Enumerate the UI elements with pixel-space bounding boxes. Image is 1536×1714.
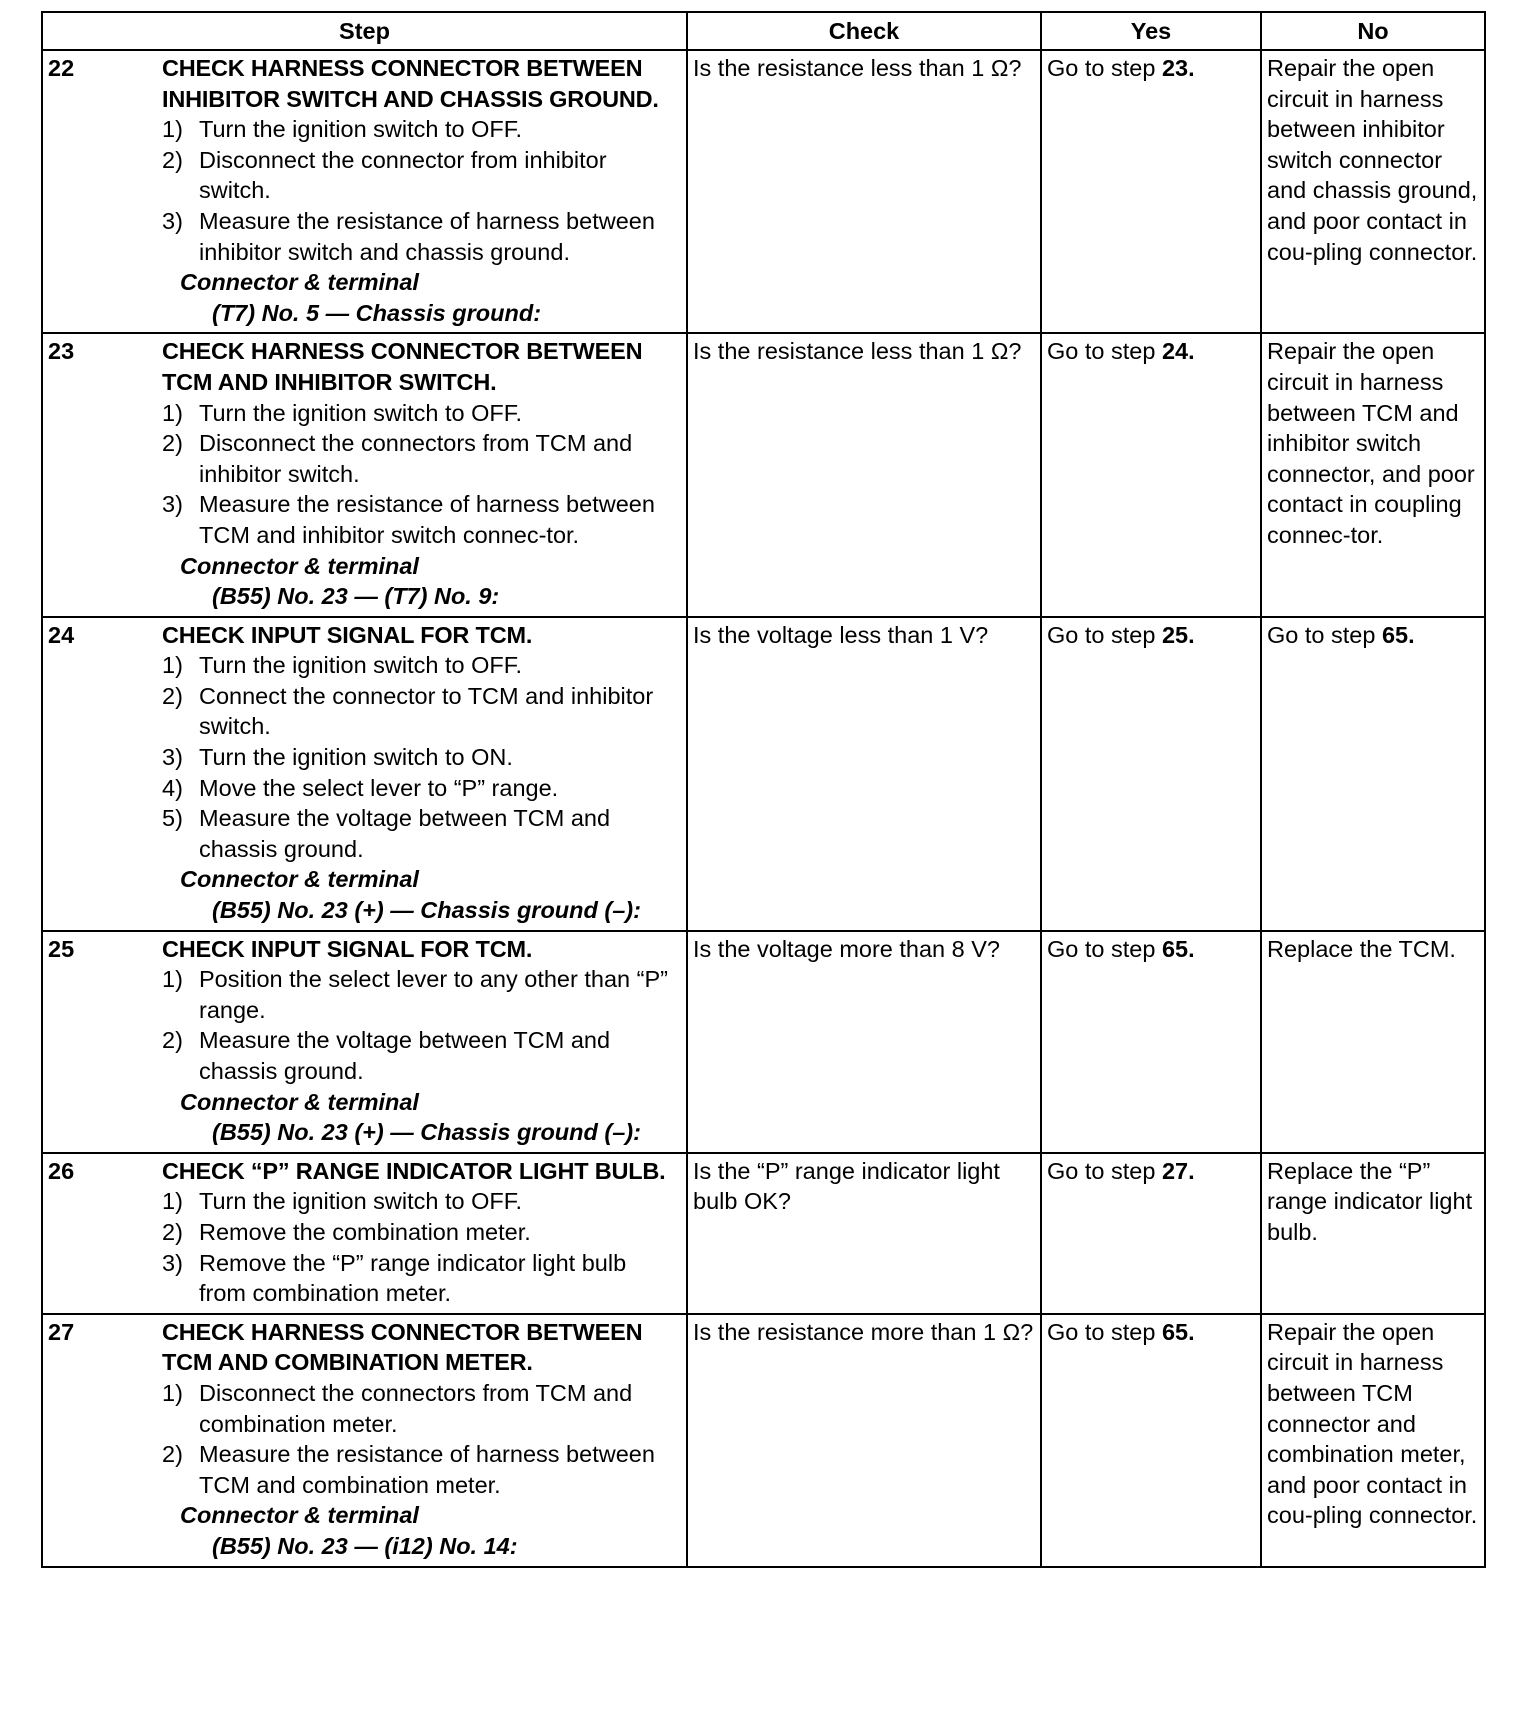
substep-marker: 3) <box>162 491 183 518</box>
no-cell <box>1261 50 1485 333</box>
step-title: CHECK “P” RANGE INDICATOR LIGHT BULB. <box>162 1157 666 1184</box>
table-row <box>42 1314 1485 1567</box>
substep-item <box>162 1186 679 1217</box>
substep-marker: 1) <box>162 966 183 993</box>
substep-marker: 1) <box>162 1188 183 1215</box>
substep-text: Disconnect the connectors from TCM and combination meter. <box>199 1379 633 1437</box>
substep-marker: 3) <box>162 744 183 771</box>
no-cell <box>1261 931 1485 1153</box>
substep-text: Move the select lever to “P” range. <box>199 774 559 801</box>
substep-text: Measure the voltage between TCM and chassis ground. <box>199 805 611 862</box>
step-body <box>162 53 681 328</box>
substep-item <box>162 1248 679 1309</box>
substep-marker: 2) <box>162 1441 183 1468</box>
substep-text: Remove the combination meter. <box>199 1218 531 1245</box>
step-cell <box>42 617 687 931</box>
check-cell: Is the voltage less than 1 V? <box>687 617 1041 931</box>
substep-text: Turn the ignition switch to OFF. <box>199 1188 523 1215</box>
connector-value: (T7) No. 5 — Chassis ground: <box>212 299 542 326</box>
table-row <box>42 333 1485 616</box>
connector-label: Connector & terminal <box>180 552 419 579</box>
yes-step-ref: 23. <box>1161 55 1195 81</box>
step-number: 25 <box>48 935 75 962</box>
substep-item <box>162 206 679 267</box>
substep-marker: 2) <box>162 1218 183 1245</box>
table-row <box>42 50 1485 333</box>
substep-item <box>162 1439 679 1500</box>
no-text: Repair the open circuit in harness between TCM and inhibitor switch connector, and poor contact in coupling connec-tor. <box>1267 338 1475 548</box>
substep-list <box>162 1186 679 1308</box>
substep-marker: 1) <box>162 1379 183 1406</box>
yes-cell <box>1041 1314 1261 1567</box>
connector-label: Connector & terminal <box>180 1502 419 1529</box>
substep-text: Connect the connector to TCM and inhibitor switch. <box>199 682 654 740</box>
connector-value: (B55) No. 23 — (i12) No. 14: <box>212 1532 518 1559</box>
step-title: CHECK INPUT SIGNAL FOR TCM. <box>162 935 533 962</box>
substep-item <box>162 1378 679 1439</box>
step-title: CHECK HARNESS CONNECTOR BETWEEN INHIBITOR SWITCH AND CHASSIS GROUND. <box>162 55 659 112</box>
substep-marker: 1) <box>162 399 183 426</box>
no-cell <box>1261 333 1485 616</box>
substep-marker: 2) <box>162 1027 183 1054</box>
substep-text: Measure the resistance of harness between TCM and combination meter. <box>199 1441 655 1498</box>
substep-marker: 2) <box>162 146 183 173</box>
substep-text: Measure the resistance of harness between TCM and inhibitor switch connec-tor. <box>199 491 655 548</box>
step-body <box>162 1156 681 1309</box>
substep-marker: 3) <box>162 207 183 234</box>
table-row <box>42 931 1485 1153</box>
check-cell: Is the resistance more than 1 Ω? <box>687 1314 1041 1567</box>
step-body <box>162 934 681 1148</box>
step-body <box>162 620 681 926</box>
substep-list <box>162 1378 679 1500</box>
yes-step-ref: 65. <box>1161 935 1195 962</box>
step-cell <box>42 333 687 616</box>
substep-marker: 2) <box>162 682 183 709</box>
yes-step-ref: 27. <box>1161 1157 1195 1184</box>
substep-marker: 3) <box>162 1249 183 1276</box>
substep-text: Remove the “P” range indicator light bulb from combination meter. <box>199 1249 627 1307</box>
connector-value: (B55) No. 23 — (T7) No. 9: <box>212 583 500 610</box>
substep-item <box>162 398 679 429</box>
yes-step-ref: 65. <box>1161 1318 1195 1345</box>
no-text: Replace the “P” range indicator light bulb. <box>1267 1157 1473 1245</box>
substep-item <box>162 1217 679 1248</box>
step-number: 23 <box>48 338 75 365</box>
substep-list <box>162 398 679 551</box>
step-cell <box>42 50 687 333</box>
substep-marker: 4) <box>162 774 183 801</box>
yes-text: Go to step <box>1047 338 1162 365</box>
connector-label: Connector & terminal <box>180 269 419 296</box>
step-number: 22 <box>48 55 75 81</box>
substep-text: Turn the ignition switch to OFF. <box>199 399 523 426</box>
substep-item <box>162 964 679 1025</box>
no-text: Replace the TCM. <box>1267 935 1456 962</box>
substep-text: Position the select lever to any other than “P” range. <box>199 966 668 1023</box>
substep-text: Turn the ignition switch to ON. <box>199 744 513 771</box>
yes-cell <box>1041 50 1261 333</box>
substep-item <box>162 428 679 489</box>
step-cell <box>42 1153 687 1314</box>
header-yes: Yes <box>1041 12 1261 50</box>
header-no: No <box>1261 12 1485 50</box>
step-cell <box>42 931 687 1153</box>
header-step: Step <box>42 12 687 50</box>
step-body <box>162 336 681 611</box>
substep-marker: 2) <box>162 430 183 457</box>
yes-cell <box>1041 333 1261 616</box>
substep-list <box>162 650 679 864</box>
yes-text: Go to step <box>1047 1157 1162 1184</box>
no-cell <box>1261 1314 1485 1567</box>
substep-text: Measure the resistance of harness between inhibitor switch and chassis ground. <box>199 207 655 265</box>
connector-value: (B55) No. 23 (+) — Chassis ground (–): <box>212 1119 641 1146</box>
diagnostic-table <box>41 11 1486 1568</box>
substep-item <box>162 489 679 550</box>
substep-text: Turn the ignition switch to OFF. <box>199 652 523 679</box>
check-cell: Is the voltage more than 8 V? <box>687 931 1041 1153</box>
step-number: 27 <box>48 1318 75 1345</box>
yes-cell <box>1041 617 1261 931</box>
header-row <box>42 12 1485 50</box>
no-cell <box>1261 1153 1485 1314</box>
step-body <box>162 1317 681 1562</box>
substep-item <box>162 650 679 681</box>
step-title: CHECK HARNESS CONNECTOR BETWEEN TCM AND COMBINATION METER. <box>162 1318 643 1376</box>
yes-text: Go to step <box>1047 1318 1162 1345</box>
table-row <box>42 617 1485 931</box>
check-cell: Is the resistance less than 1 Ω? <box>687 50 1041 333</box>
no-text: Repair the open circuit in harness between inhibitor switch connector and chassis ground, and poor contact in cou-pling connector. <box>1267 55 1478 265</box>
substep-text: Disconnect the connectors from TCM and inhibitor switch. <box>199 430 633 487</box>
no-step-ref: 65. <box>1381 621 1415 648</box>
no-text: Repair the open circuit in harness between TCM connector and combination meter, and poor contact in cou-pling connector. <box>1267 1318 1478 1529</box>
yes-step-ref: 24. <box>1161 338 1195 365</box>
substep-text: Disconnect the connector from inhibitor switch. <box>199 146 607 204</box>
yes-cell <box>1041 1153 1261 1314</box>
yes-text: Go to step <box>1047 55 1162 81</box>
yes-step-ref: 25. <box>1161 621 1195 648</box>
step-number: 26 <box>48 1157 75 1184</box>
no-text: Go to step <box>1267 621 1382 648</box>
table-row <box>42 1153 1485 1314</box>
substep-marker: 5) <box>162 805 183 832</box>
substep-item <box>162 803 679 864</box>
substep-marker: 1) <box>162 116 183 143</box>
substep-text: Turn the ignition switch to OFF. <box>199 116 523 143</box>
step-cell <box>42 1314 687 1567</box>
step-number: 24 <box>48 621 75 648</box>
check-cell: Is the resistance less than 1 Ω? <box>687 333 1041 616</box>
connector-label: Connector & terminal <box>180 1088 419 1115</box>
substep-item <box>162 145 679 206</box>
substep-item <box>162 773 679 804</box>
substep-list <box>162 964 679 1086</box>
yes-text: Go to step <box>1047 935 1162 962</box>
header-check: Check <box>687 12 1041 50</box>
connector-label: Connector & terminal <box>180 866 419 893</box>
substep-marker: 1) <box>162 652 183 679</box>
substep-text: Measure the voltage between TCM and chassis ground. <box>199 1027 611 1084</box>
substep-item <box>162 681 679 742</box>
step-title: CHECK HARNESS CONNECTOR BETWEEN TCM AND INHIBITOR SWITCH. <box>162 338 643 395</box>
check-cell: Is the “P” range indicator light bulb OK? <box>687 1153 1041 1314</box>
substep-item <box>162 742 679 773</box>
substep-item <box>162 114 679 145</box>
substep-list <box>162 114 679 267</box>
step-title: CHECK INPUT SIGNAL FOR TCM. <box>162 621 533 648</box>
connector-value: (B55) No. 23 (+) — Chassis ground (–): <box>212 897 641 924</box>
no-cell <box>1261 617 1485 931</box>
yes-text: Go to step <box>1047 621 1162 648</box>
yes-cell <box>1041 931 1261 1153</box>
substep-item <box>162 1025 679 1086</box>
